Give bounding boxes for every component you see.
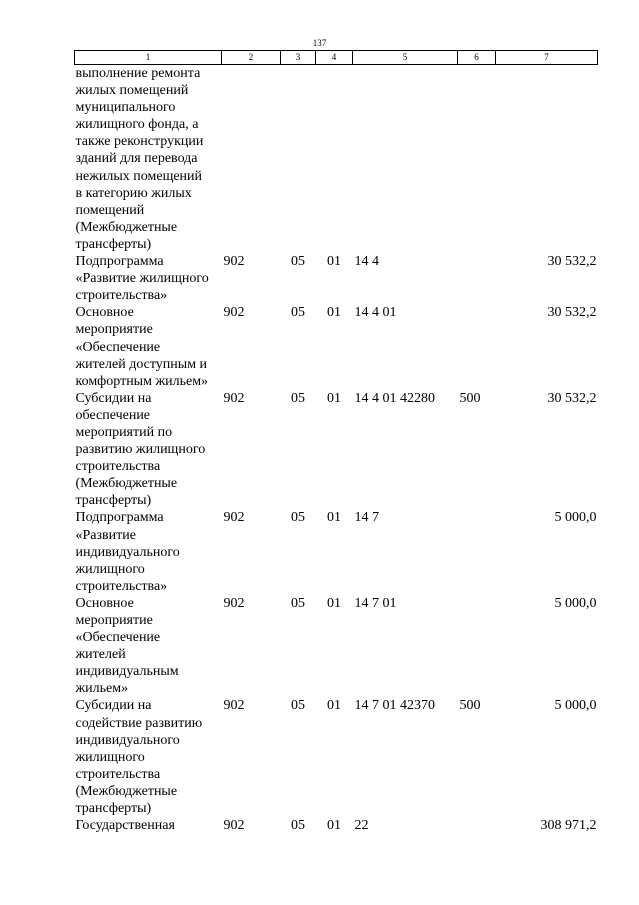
- target-article-cell: 14 7 01: [354, 595, 397, 611]
- subsection-cell: 01: [327, 510, 341, 526]
- section-cell: 05: [291, 254, 305, 270]
- item-name-line: (Межбюджетные: [75, 783, 178, 799]
- section-cell: 05: [291, 510, 305, 526]
- item-name-line: Основное: [75, 305, 134, 321]
- page-number: 137: [312, 38, 327, 48]
- item-name-line: индивидуального: [75, 544, 180, 560]
- target-article-cell: 14 4: [354, 254, 379, 270]
- item-name-line: Субсидии на: [75, 390, 152, 406]
- subsection-cell: 01: [327, 698, 341, 714]
- item-name-line: жителей: [75, 647, 126, 663]
- item-name-line: «Развитие жилищного: [75, 271, 209, 287]
- table-body: [75, 65, 598, 835]
- table-row: [75, 509, 598, 594]
- admin-code-cell: 902: [223, 510, 245, 526]
- item-name-line: Основное: [75, 595, 134, 611]
- item-name-line: «Обеспечение: [75, 339, 161, 355]
- subsection-cell: 01: [327, 818, 341, 834]
- header-cell-6: 6: [458, 51, 496, 65]
- item-name-line: комфортным жильем»: [75, 373, 209, 389]
- amount-cell: 308 971,2: [540, 818, 597, 834]
- expense-type-cell: 500: [459, 698, 481, 714]
- item-name-line: Подпрограмма: [75, 254, 164, 270]
- target-article-cell: 22: [354, 818, 369, 834]
- expense-type-cell: [458, 595, 496, 698]
- subsection-cell: 01: [327, 305, 341, 321]
- item-name-line: (Межбюджетные: [75, 219, 178, 235]
- admin-code-cell: 902: [223, 818, 245, 834]
- item-name-line: содействие развитию: [75, 715, 203, 731]
- subsection-cell: 01: [327, 254, 341, 270]
- item-name-cell: [75, 304, 222, 389]
- item-name-line: жилищного: [75, 561, 145, 577]
- item-name-line: жилищного: [75, 749, 145, 765]
- header-row: [75, 51, 598, 65]
- item-name-line: зданий для перевода: [75, 151, 198, 167]
- item-name-line: выполнение ремонта: [75, 66, 201, 81]
- header-cell-4: 4: [316, 51, 353, 65]
- admin-code-cell: [222, 65, 281, 254]
- item-name-line: жильем»: [75, 681, 129, 697]
- item-name-line: развитию жилищного: [75, 442, 206, 458]
- item-name-line: помещений: [75, 202, 145, 218]
- expense-type-cell: [458, 817, 496, 834]
- item-name-cell: [75, 817, 222, 834]
- admin-code-cell: 902: [223, 254, 245, 270]
- item-name-cell: [75, 595, 222, 698]
- header-cell-5: 5: [353, 51, 458, 65]
- expense-type-cell: 500: [459, 390, 481, 406]
- amount-cell: 5 000,0: [554, 510, 597, 526]
- item-name-cell: [75, 697, 222, 817]
- target-article-cell: [353, 65, 458, 254]
- target-article-cell: 14 4 01 42280: [354, 390, 435, 406]
- item-name-line: индивидуального: [75, 732, 180, 748]
- section-cell: 05: [291, 698, 305, 714]
- expense-type-cell: [458, 65, 496, 254]
- item-name-line: мероприятие: [75, 322, 153, 338]
- item-name-line: Государственная: [75, 818, 175, 834]
- expense-type-cell: [458, 304, 496, 389]
- subsection-cell: 01: [327, 390, 341, 406]
- item-name-line: нежилых помещений: [75, 168, 203, 184]
- item-name-cell: [75, 390, 222, 510]
- target-article-cell: 14 7: [354, 510, 379, 526]
- item-name-line: жилых помещений: [75, 83, 189, 99]
- header-cell-2: 2: [222, 51, 281, 65]
- amount-cell: [496, 65, 598, 254]
- amount-cell: 30 532,2: [547, 305, 597, 321]
- item-name-line: Субсидии на: [75, 698, 152, 714]
- item-name-line: «Развитие: [75, 527, 136, 543]
- item-name-cell: [75, 509, 222, 594]
- item-name-line: муниципального: [75, 100, 176, 116]
- table-row: [75, 390, 598, 510]
- section-cell: 05: [291, 818, 305, 834]
- item-name-line: жителей доступным и: [75, 356, 208, 372]
- item-name-line: в категорию жилых: [75, 185, 192, 201]
- header-cell-7: 7: [496, 51, 598, 65]
- item-name-cell: [75, 65, 222, 254]
- admin-code-cell: 902: [223, 390, 245, 406]
- item-name-line: индивидуальным: [75, 664, 179, 680]
- section-cell: [281, 65, 316, 254]
- table-row: [75, 65, 598, 254]
- item-name-line: строительства»: [75, 288, 168, 304]
- item-name-line: строительства»: [75, 578, 168, 594]
- item-name-line: мероприятие: [75, 613, 153, 628]
- subsection-cell: 01: [327, 595, 341, 611]
- item-name-line: также реконструкции: [75, 134, 204, 150]
- item-name-line: трансферты): [75, 801, 152, 817]
- amount-cell: 30 532,2: [547, 390, 597, 406]
- header-cell-1: 1: [75, 51, 222, 65]
- table-row: [75, 253, 598, 304]
- item-name-line: строительства: [75, 766, 161, 782]
- expense-type-cell: [458, 253, 496, 304]
- admin-code-cell: 902: [223, 698, 245, 714]
- item-name-cell: [75, 253, 222, 304]
- header-cell-3: 3: [281, 51, 316, 65]
- amount-cell: 30 532,2: [547, 254, 597, 270]
- table-row: [75, 697, 598, 817]
- item-name-line: (Межбюджетные: [75, 476, 178, 492]
- amount-cell: 5 000,0: [554, 595, 597, 611]
- subsection-cell: [316, 65, 353, 254]
- admin-code-cell: 902: [223, 595, 245, 611]
- amount-cell: 5 000,0: [554, 698, 597, 714]
- item-name-line: трансферты): [75, 236, 152, 252]
- item-name-line: мероприятий по: [75, 424, 173, 440]
- table-row: [75, 595, 598, 698]
- target-article-cell: 14 7 01 42370: [354, 698, 435, 714]
- table-row: [75, 304, 598, 389]
- section-cell: 05: [291, 390, 305, 406]
- target-article-cell: 14 4 01: [354, 305, 397, 321]
- item-name-line: обеспечение: [75, 407, 151, 423]
- item-name-line: строительства: [75, 459, 161, 475]
- item-name-line: жилищного фонда, а: [75, 117, 199, 133]
- budget-table: [74, 50, 598, 834]
- item-name-line: «Обеспечение: [75, 630, 161, 646]
- item-name-line: трансферты): [75, 493, 152, 509]
- admin-code-cell: 902: [223, 305, 245, 321]
- section-cell: 05: [291, 595, 305, 611]
- table-row: [75, 817, 598, 834]
- expense-type-cell: [458, 509, 496, 594]
- item-name-line: Подпрограмма: [75, 510, 164, 526]
- section-cell: 05: [291, 305, 305, 321]
